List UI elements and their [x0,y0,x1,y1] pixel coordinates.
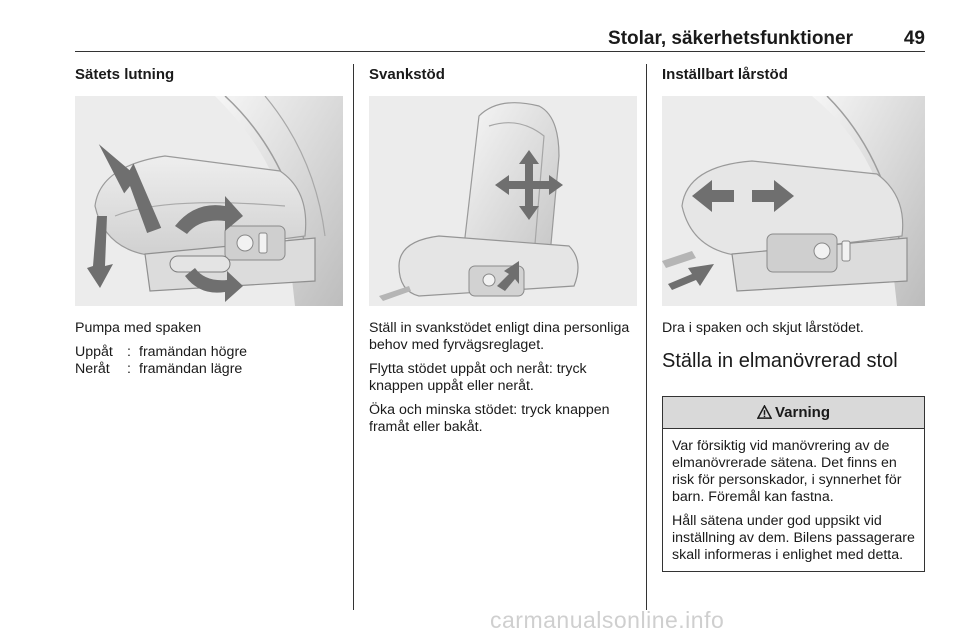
definition-desc: framändan lägre [139,361,243,377]
warning-heading: Varning [774,404,830,421]
definition-row: Neråt : framändan lägre [75,361,243,377]
section-title: Inställbart lårstöd [662,66,788,83]
paragraph: Flytta stödet uppåt och neråt: tryck knappen uppåt eller neråt. [369,361,587,394]
watermark: carmanualsonline.info [490,607,725,633]
column-divider [646,64,647,610]
column-divider [353,64,354,610]
seat-tilt-text [75,320,343,378]
definition-term: Neråt [75,361,110,377]
paragraph: Öka och minska stödet: tryck knappen framåt eller bakåt. [369,402,610,435]
paragraph: Ställ in svankstödet enligt dina personliga behov med fyrvägsreglaget. [369,320,630,353]
thigh-support-illustration [662,96,925,306]
definition-term: Uppåt [75,344,113,360]
definition-row: Uppåt : framändan högre [75,344,248,360]
column-seat-tilt [75,66,343,377]
lumbar-support-illustration [369,96,637,306]
column-lumbar-support [369,66,637,435]
thigh-support-text [662,320,925,370]
section-title: Svankstöd [369,66,445,83]
header-title: Stolar, säkerhetsfunktioner [608,28,853,49]
warning-triangle-icon [757,405,772,420]
warning-box [662,396,925,572]
warning-paragraph: Håll sätena under god uppsikt vid inställning av dem. Bilens passagerare skall informeras i enlighet med detta. [672,513,915,563]
column-thigh-support [662,66,925,563]
lumbar-support-text [369,320,637,443]
seat-tilt-illustration [75,96,343,306]
intro-text: Pumpa med spaken [75,320,202,336]
warning-body [663,429,924,571]
page-header [75,28,925,50]
warning-paragraph: Var försiktig vid manövrering av de elmanövrerade sätena. Det finns en risk för personskador, i synnerhet för barn. Föremål kan fastna. [672,438,902,505]
header-rule [75,51,925,52]
definition-desc: framändan högre [139,344,248,360]
section-title: Sätets lutning [75,66,175,83]
page-number: 49 [903,28,925,49]
section-heading: Ställa in elmanövrerad stol [662,350,898,372]
warning-header [663,397,924,429]
paragraph: Dra i spaken och skjut lårstödet. [662,320,864,336]
